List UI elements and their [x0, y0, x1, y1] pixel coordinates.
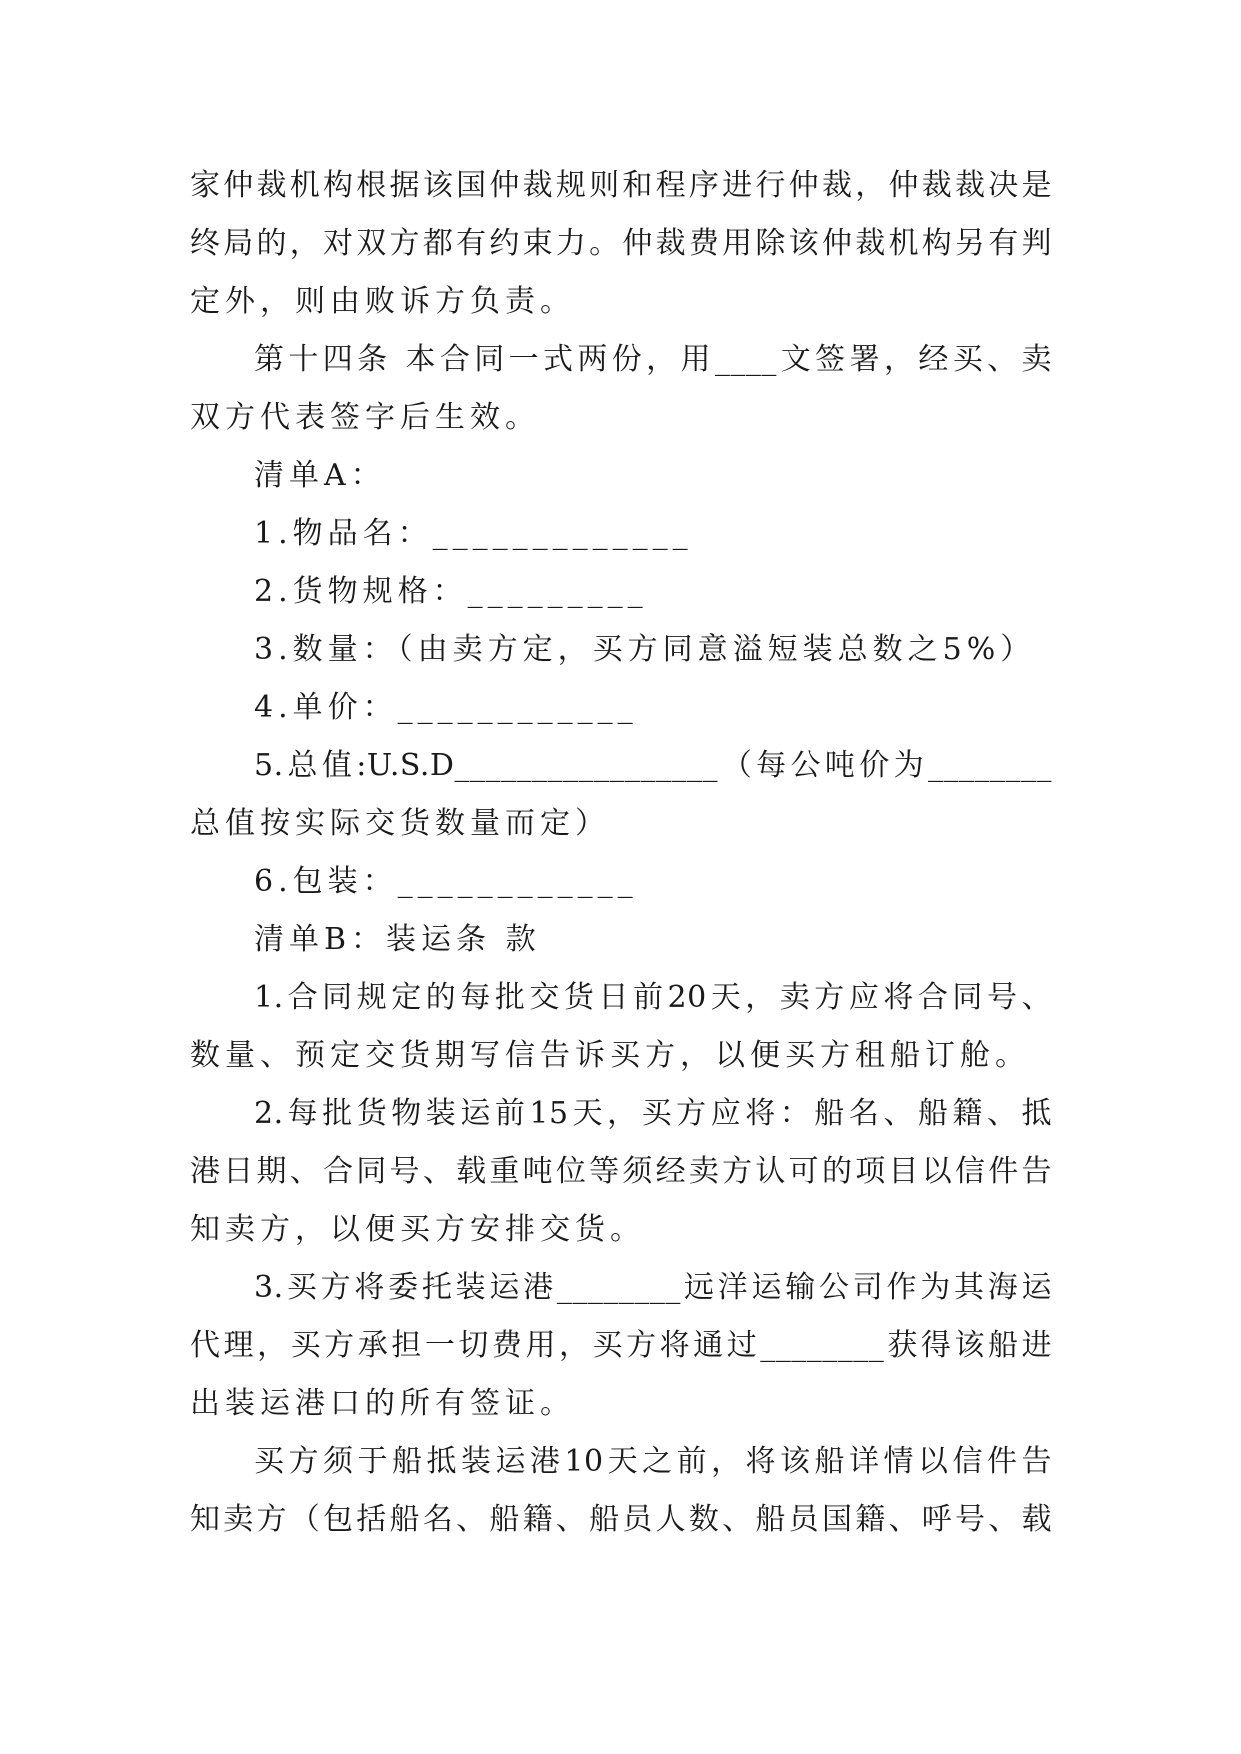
text-line: 5.总值:U.S.D_________________（每公吨价为________ [254, 748, 1052, 783]
text-line: 出装运港口的所有签证。 [190, 1386, 575, 1421]
text-line: 6.包装：____________ [254, 864, 638, 899]
text-line: 双方代表签字后生效。 [190, 400, 540, 435]
text-line: 港日期、合同号、载重吨位等须经卖方认可的项目以信件告 [190, 1154, 1052, 1189]
document-body [190, 157, 1052, 1549]
text-line: 清单A： [254, 458, 386, 493]
text-line: 数量、预定交货期写信告诉买方，以便买方租船订舱。 [190, 1038, 1030, 1073]
text-line: 知卖方，以便买方安排交货。 [190, 1212, 645, 1247]
text-line: 代理，买方承担一切费用，买方将通过________获得该船进 [190, 1328, 1052, 1363]
text-line: 买方须于船抵装运港10天之前，将该船详情以信件告 [254, 1444, 1052, 1479]
text-line: 定外，则由败诉方负责。 [190, 284, 575, 319]
text-line: 1.物品名：_____________ [254, 516, 693, 551]
text-line: 3.数量：（由卖方定，买方同意溢短装总数之5%） [254, 632, 1036, 667]
text-line: 终局的，对双方都有约束力。仲裁费用除该仲裁机构另有判 [190, 226, 1052, 261]
text-line: 2.每批货物装运前15天，买方应将：船名、船籍、抵 [254, 1096, 1052, 1131]
text-line: 4.单价：____________ [254, 690, 638, 725]
text-line: 1.合同规定的每批交货日前20天，卖方应将合同号、 [254, 980, 1052, 1015]
text-line: 清单B：装运条 款 [254, 922, 541, 957]
text-line: 家仲裁机构根据该国仲裁规则和程序进行仲裁，仲裁裁决是 [190, 168, 1052, 203]
text-line: 2.货物规格：_________ [254, 574, 648, 609]
text-line: 3.买方将委托装运港________远洋运输公司作为其海运 [254, 1270, 1052, 1305]
text-line: 知卖方（包括船名、船籍、船员人数、船员国籍、呼号、载 [190, 1502, 1052, 1537]
text-line: 总值按实际交货数量而定） [190, 806, 610, 841]
text-line: 第十四条 本合同一式两份，用____文签署，经买、卖 [254, 342, 1052, 377]
